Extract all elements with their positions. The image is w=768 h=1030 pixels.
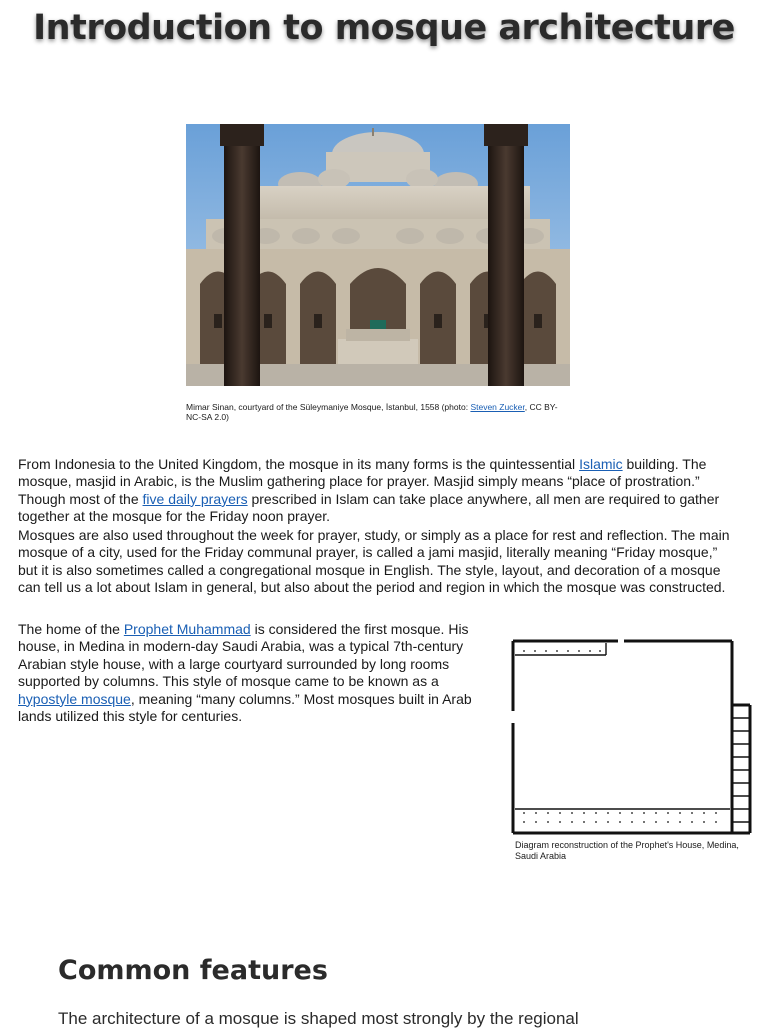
hypostyle-mosque-link[interactable]: hypostyle mosque bbox=[18, 690, 131, 707]
first-mosque-paragraph bbox=[18, 621, 488, 725]
islamic-link[interactable]: Islamic bbox=[579, 456, 623, 472]
prophet-muhammad-link[interactable]: Prophet Muhammad bbox=[123, 621, 251, 637]
paragraph-text: The home of the bbox=[18, 621, 124, 637]
paragraph-text: , meaning “many columns.” Most mosques built in Arab lands utilized this style for centuries. bbox=[18, 690, 472, 725]
paragraph-text: is considered the first mosque. His house, in Medina in modern-day Saudi Arabia, was a typical 7th-century Arabian style house, with a large courtyard surrounded by long rooms supported by columns. This style of mosque came to be known as a bbox=[18, 621, 469, 690]
caption-text: Mimar Sinan, courtyard of the Süleymaniye Mosque, İstanbul, 1558 (photo: bbox=[186, 402, 471, 412]
mosque-courtyard-photo bbox=[186, 124, 570, 386]
page-title: Introduction to mosque architecture bbox=[33, 8, 735, 48]
section-heading: Common features bbox=[58, 955, 328, 986]
prophets-house-plan-diagram bbox=[510, 635, 754, 838]
plan-caption: Diagram reconstruction of the Prophet's House, Medina, Saudi Arabia bbox=[515, 840, 739, 861]
five-daily-prayers-link[interactable]: five daily prayers bbox=[142, 490, 248, 507]
intro-paragraph bbox=[18, 456, 733, 526]
paragraph-text: From Indonesia to the United Kingdom, the mosque in its many forms is the quintessential bbox=[18, 456, 580, 472]
mosque-uses-paragraph: Mosques are also used throughout the week for prayer, study, or simply as a place for rest and reflection. The main mosque of a city, used for the Friday communal prayer, is called a jami masjid, literally meaning “Friday mosque,” but it is also sometimes called a congregational mosque in English. The style, layout, and decoration of a mosque can tell us a lot about Islam in general, but also about the period and region in which the mosque was constructed. bbox=[18, 527, 730, 596]
photo-caption bbox=[186, 402, 570, 422]
paragraph-text: building. The mosque, masjid in Arabic, is the Muslim gathering place for prayer. Masjid simply means “place of prostration.” Though most of the bbox=[18, 456, 707, 507]
paragraph-text: prescribed in Islam can take place anywhere, all men are required to gather together at the mosque for the Friday noon prayer. bbox=[18, 490, 720, 525]
common-features-paragraph: The architecture of a mosque is shaped most strongly by the regional bbox=[58, 1009, 579, 1028]
caption-text: , CC BY-NC-SA 2.0) bbox=[186, 402, 558, 422]
photo-credit-link[interactable]: Steven Zucker bbox=[470, 402, 525, 412]
